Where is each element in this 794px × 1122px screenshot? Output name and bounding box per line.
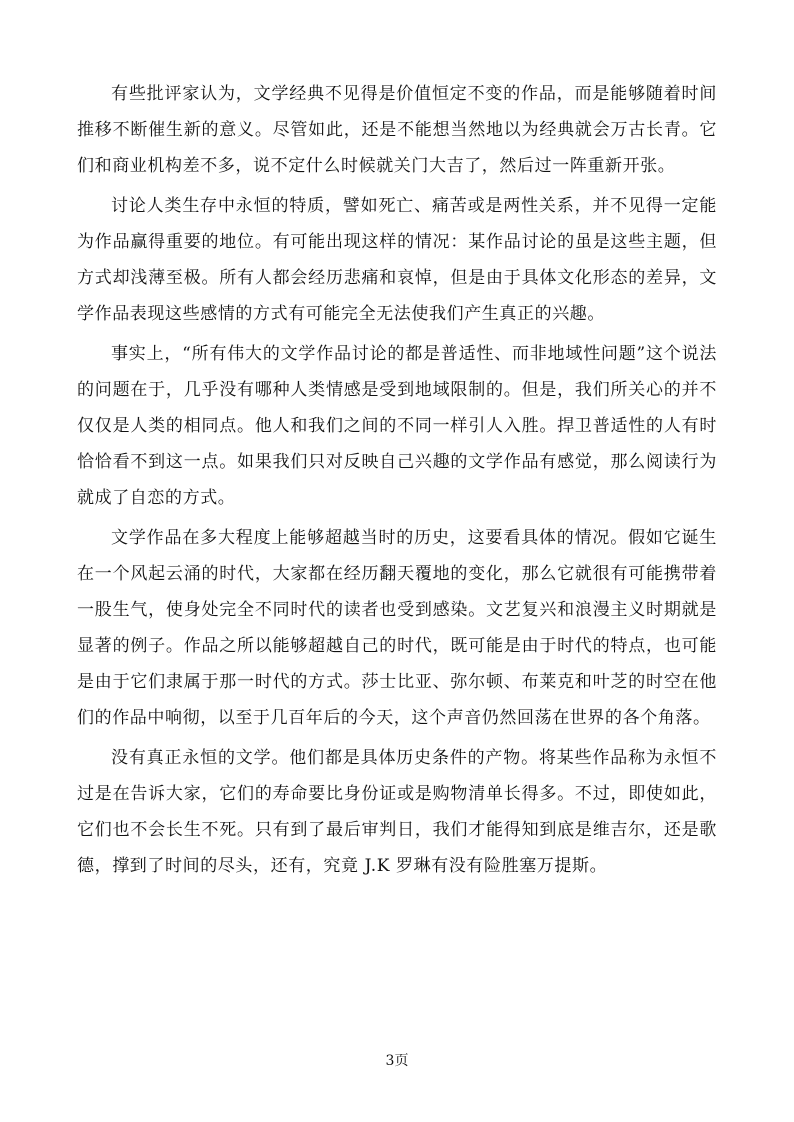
paragraph: 讨论人类生存中永恒的特质，譬如死亡、痛苦或是两性关系，并不见得一定能为作品赢得重要的地位。有可能出现这样的情况：某作品讨论的虽是这些主题，但方式却浅薄至极。所有人都会经历悲痛和哀悼，但是由于具体文化形态的差异，文学作品表现这些感情的方式有可能完全无法使我们产生真正的兴趣。 <box>77 196 717 324</box>
paragraph: 事实上，“所有伟大的文学作品讨论的都是普适性、而非地域性问题”这个说法的问题在于，几乎没有哪种人类情感是受到地域限制的。但是，我们所关心的并不仅仅是人类的相同点。他人和我们之间的不同一样引人入胜。捍卫普适性的人有时恰恰看不到这一点。如果我们只对反映自己兴趣的文学作品有感觉，那么阅读行为就成了自恋的方式。 <box>77 344 717 508</box>
document-body <box>77 76 717 884</box>
paragraph: 没有真正永恒的文学。他们都是具体历史条件的产物。将某些作品称为永恒不过是在告诉大家，它们的寿命要比身份证或是购物清单长得多。不过，即使如此，它们也不会长生不死。只有到了最后审判日，我们才能得知到底是维吉尔，还是歌德，撑到了时间的尽头，还有，究竟 J.K 罗琳有没有险胜塞万提斯。 <box>77 748 717 876</box>
page-number: 3页 <box>385 1053 409 1069</box>
paragraph: 有些批评家认为，文学经典不见得是价值恒定不变的作品，而是能够随着时间推移不断催生新的意义。尽管如此，还是不能想当然地以为经典就会万古长青。它们和商业机构差不多，说不定什么时候就关门大吉了，然后过一阵重新开张。 <box>77 84 717 176</box>
paragraph: 文学作品在多大程度上能够超越当时的历史，这要看具体的情况。假如它诞生在一个风起云涌的时代，大家都在经历翻天覆地的变化，那么它就很有可能携带着一股生气，使身处完全不同时代的读者也受到感染。文艺复兴和浪漫主义时期就是显著的例子。作品之所以能够超越自己的时代，既可能是由于时代的特点，也可能是由于它们隶属于那一时代的方式。莎士比亚、弥尔顿、布莱克和叶芝的时空在他们的作品中响彻，以至于几百年后的今天，这个声音仍然回荡在世界的各个角落。 <box>77 528 717 728</box>
